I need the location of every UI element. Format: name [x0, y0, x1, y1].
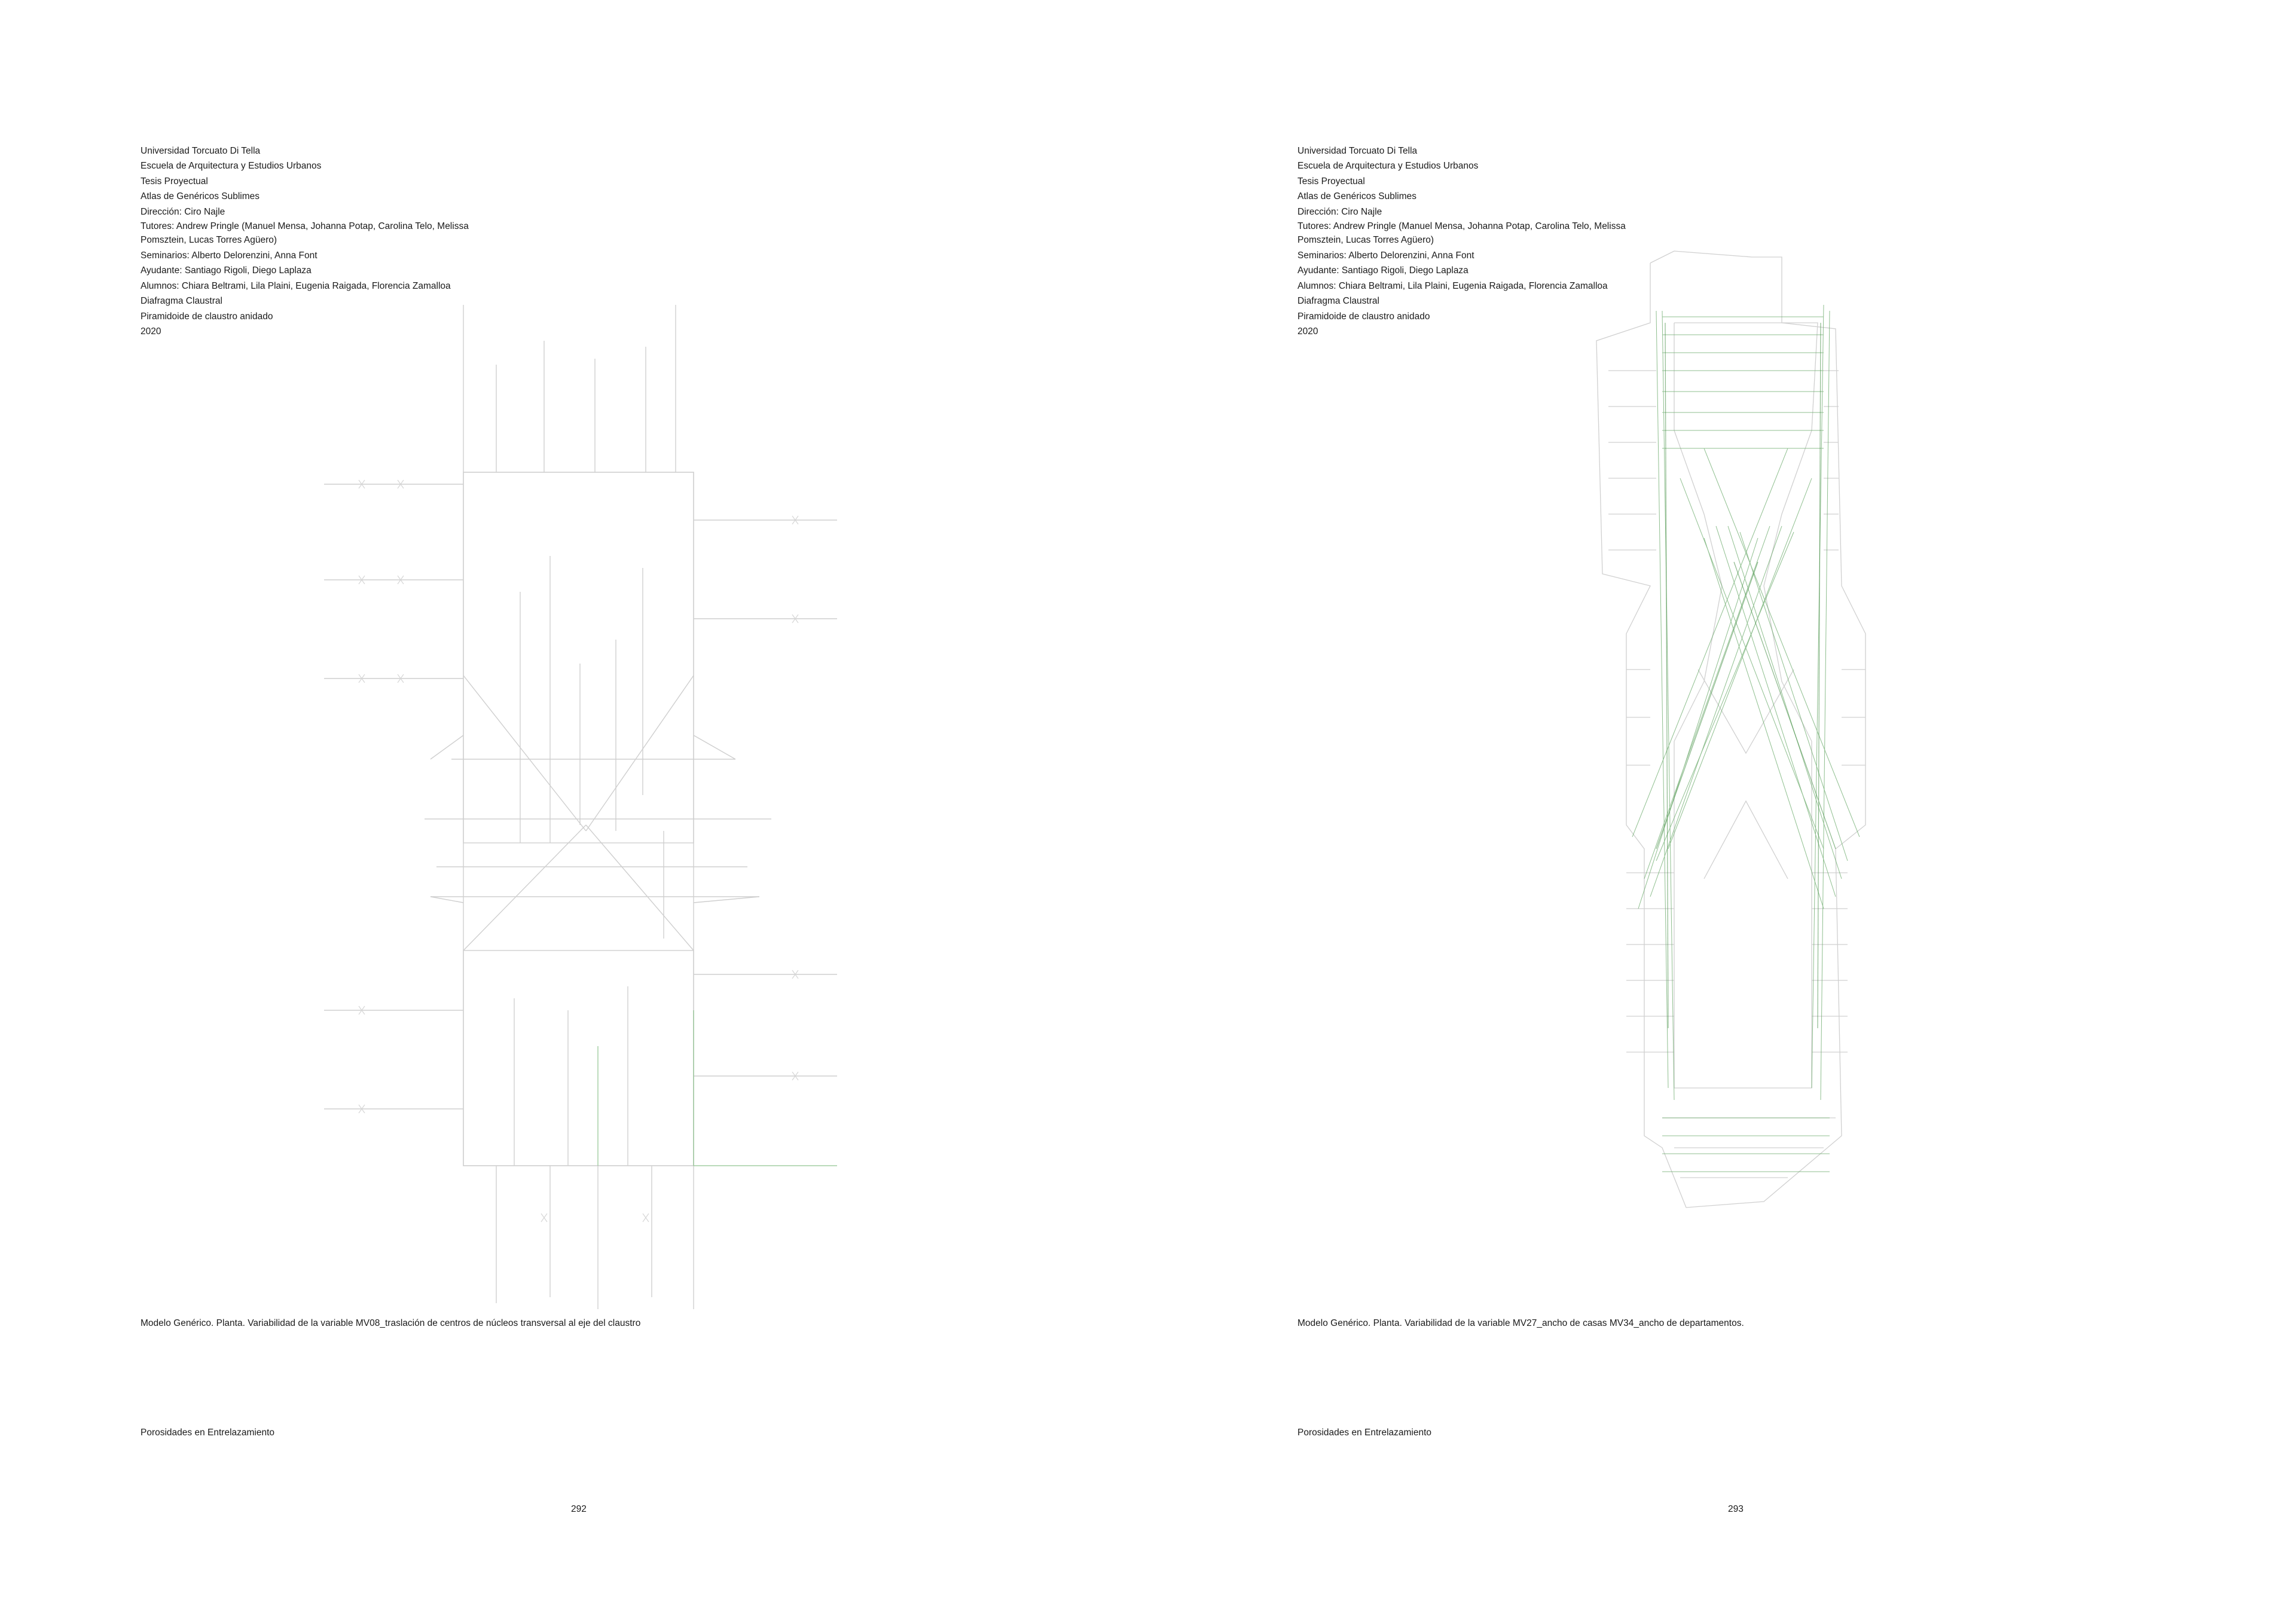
section-title: Porosidades en Entrelazamiento: [141, 1428, 275, 1438]
credit-project: Diafragma Claustral: [141, 296, 222, 307]
credit-model: Piramidoide de claustro anidado: [141, 311, 273, 322]
credit-university: Universidad Torcuato Di Tella: [1297, 146, 1418, 156]
credit-thesis: Tesis Proyectual: [1297, 176, 1365, 187]
page-number: 292: [571, 1504, 587, 1514]
credit-seminars: Seminarios: Alberto Delorenzini, Anna Font: [1297, 250, 1474, 261]
credit-atlas: Atlas de Genéricos Sublimes: [1297, 191, 1417, 202]
plan-drawing-right: [1584, 251, 1907, 1208]
credit-model: Piramidoide de claustro anidado: [1297, 311, 1430, 322]
credit-tutors: Tutores: Andrew Pringle (Manuel Mensa, Johanna Potap, Carolina Telo, Melissa Pomsztein, Lucas Torres Agüero): [1297, 221, 1626, 246]
credit-year: 2020: [1297, 326, 1318, 337]
page-number: 293: [1728, 1504, 1744, 1514]
figure-caption: Modelo Genérico. Planta. Variabilidad de la variable MV08_traslación de centros de núcleos transversal al eje del claustro: [141, 1318, 641, 1328]
credit-direction: Dirección: Ciro Najle: [1297, 206, 1382, 217]
right-page: [1148, 0, 2296, 1623]
credit-seminars: Seminarios: Alberto Delorenzini, Anna Font: [141, 250, 317, 261]
credit-atlas: Atlas de Genéricos Sublimes: [141, 191, 260, 202]
credit-students: Alumnos: Chiara Beltrami, Lila Plaini, Eugenia Raigada, Florencia Zamalloa: [1297, 280, 1608, 291]
credit-project: Diafragma Claustral: [1297, 296, 1379, 307]
credit-school: Escuela de Arquitectura y Estudios Urbanos: [141, 161, 322, 172]
credit-direction: Dirección: Ciro Najle: [141, 206, 225, 217]
credit-tutors: Tutores: Andrew Pringle (Manuel Mensa, Johanna Potap, Carolina Telo, Melissa Pomsztein, Lucas Torres Agüero): [141, 221, 469, 246]
credit-year: 2020: [141, 326, 161, 337]
credit-university: Universidad Torcuato Di Tella: [141, 146, 261, 156]
section-title: Porosidades en Entrelazamiento: [1297, 1428, 1432, 1438]
credit-assistant: Ayudante: Santiago Rigoli, Diego Laplaza: [141, 265, 312, 276]
plan-drawing-left: [317, 305, 855, 1309]
credit-students: Alumnos: Chiara Beltrami, Lila Plaini, Eugenia Raigada, Florencia Zamalloa: [141, 280, 451, 291]
credit-thesis: Tesis Proyectual: [141, 176, 208, 187]
credit-school: Escuela de Arquitectura y Estudios Urbanos: [1297, 161, 1479, 172]
figure-caption: Modelo Genérico. Planta. Variabilidad de la variable MV27_ancho de casas MV34_ancho de departamentos.: [1297, 1318, 1744, 1328]
credit-assistant: Ayudante: Santiago Rigoli, Diego Laplaza: [1297, 265, 1468, 276]
